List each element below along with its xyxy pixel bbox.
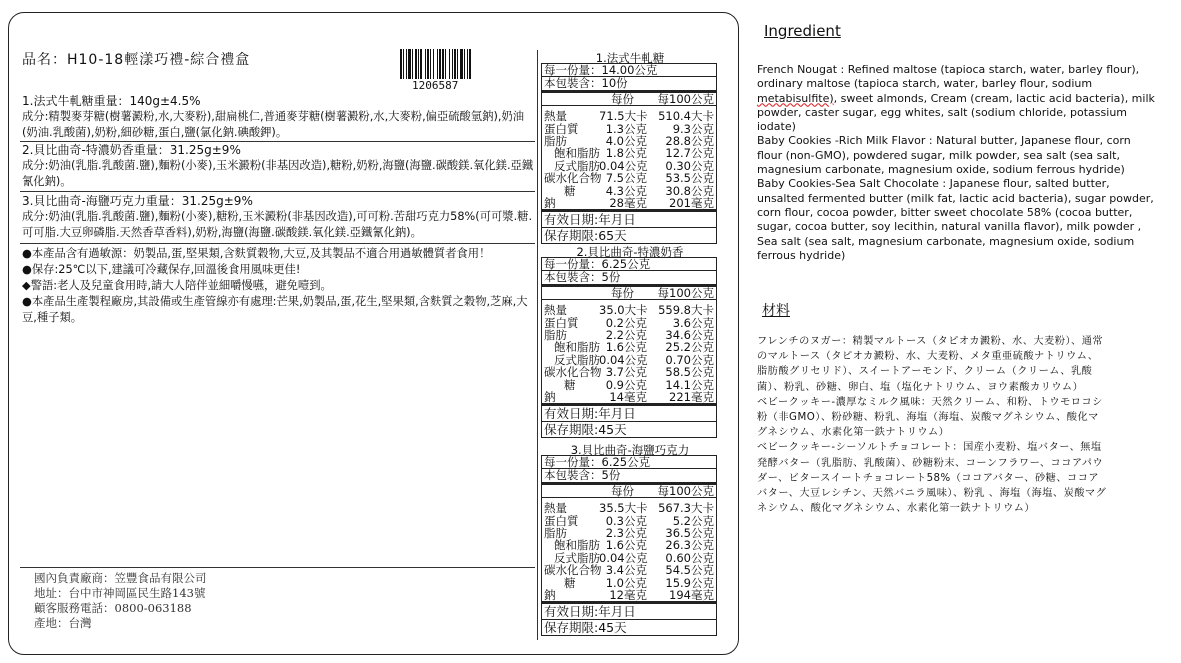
nutrient-per-100g: 567.3大卡: [658, 501, 714, 516]
manufacturer-name: 國內負責廠商：笠豐食品有限公司: [34, 571, 207, 585]
nutrient-per-100g: 0.30公克: [665, 158, 714, 173]
nutrient-per-serving: 2.2公克: [605, 328, 647, 342]
divider: [20, 567, 535, 568]
divider: [20, 191, 535, 192]
barcode-bar: [460, 49, 463, 79]
barcode-bar: [467, 49, 468, 79]
japanese-chocolate-cookie: ベビークッキー-シーソルトチョコレート：国産小麦粉、塩バター、無塩発酵バター（乳脂肪、乳酸菌）、砂糖粉末、コーンフラワー、ココアパウダー、ビタースイートチョコレート58%（ココアバター、砂糖、ココアバター、大豆レシチン、天然バニラ風味）、粉乳 、海塩（海塩、炭酸マグネシウム、酸化マグネシウム、水素化第一鉄ナトリウム）: [757, 442, 1107, 515]
english-ingredients: [757, 63, 1157, 263]
section-ingredients: 成分:奶油(乳脂.乳酸菌.鹽),麵粉(小麥),玉米澱粉(非基因改造),糖粉,奶粉,海鹽(海鹽.碳酸鎂.氧化鎂.亞鐵氰化鈉)。: [22, 159, 534, 188]
barcode-bar: [412, 49, 413, 79]
nutrient-per-100g: 26.3公克: [665, 538, 714, 553]
nutrient-per-100g: 28.8公克: [665, 134, 714, 148]
nutrient-row: [542, 502, 716, 514]
nutrient-name: 碳水化合物: [544, 563, 602, 578]
nutrient-per-100g: 5.2公克: [672, 513, 714, 528]
nutrient-name: 鈉: [544, 195, 556, 210]
japanese-milk-cookie: ベビークッキー-濃厚なミルク風味：天然クリーム、和粉、トウモロコシ粉（非GMO）、粉砂糖、粉乳、海塩（海塩、炭酸マグネシウム、酸化マグネシウム、水素化第一鉄ナトリウム）: [757, 396, 1103, 439]
nutrient-name: 糖: [564, 377, 576, 392]
english-milk-cookie: Baby Cookies -Rich Milk Flavor : Natural butter, Japanese flour, corn flour (non-GMO), powdered sugar, milk powder, sea salt (sea salt, magnesium carbonate, magnesium oxide, sodium ferrous hydride): [757, 134, 1131, 177]
barcode-bar: [425, 49, 426, 79]
barcode-bar: [445, 49, 446, 79]
section-ingredients: 成分:奶油(乳脂.乳酸菌.鹽),麵粉(小麥),糖粉,玉米澱粉(非基因改造),可可粉.苦甜巧克力58%(可可漿.糖.可可脂.大豆卵磷脂.天然香草香料),奶粉,海鹽(海鹽.碳酸鎂.氧化鎂.亞鐵氰化鈉)。: [22, 210, 533, 239]
nutrient-name: 脂肪: [544, 526, 567, 540]
note-storage: ●保存:25℃以下,建議可冷藏保存,回溫後食用風味更佳!: [22, 263, 301, 276]
barcode-bar: [420, 49, 422, 79]
nutrient-per-serving: 3.4公克: [605, 563, 647, 578]
barcode-bar: [430, 49, 431, 79]
nutrient-name: 糖: [564, 575, 576, 590]
nutrient-per-100g: 221毫克: [669, 389, 714, 404]
note-warning: ◆警語:老人及兒童食用時,請大人陪伴並細嚼慢嚥，避免噎到。: [22, 279, 332, 292]
nutrient-per-100g: 25.2公克: [665, 340, 714, 355]
nutrition-rows: [542, 300, 716, 406]
nutrient-per-100g: 3.6公克: [672, 315, 714, 330]
barcode-bar: [437, 49, 438, 79]
nutrient-per-100g: 58.5公克: [665, 365, 714, 380]
nutrient-per-serving: 0.3公克: [605, 513, 647, 528]
nutrient-name: 熱量: [544, 109, 567, 124]
barcode-number: 1206587: [412, 79, 459, 92]
section-chocolate-cookie: [22, 193, 536, 241]
nutrient-per-serving: 1.8公克: [605, 146, 647, 161]
nutrient-name: 反式脂肪: [554, 550, 600, 565]
nutrition-panel-title: 1.法式牛軋糖: [595, 51, 665, 65]
nutrient-name: 反式脂肪: [554, 158, 600, 173]
serving-size: 每一份量：14.00公克: [542, 64, 716, 77]
nutrient-per-serving: 1.3公克: [605, 121, 647, 136]
barcode-bar: [439, 49, 441, 79]
manufacturer-phone: 顧客服務電話：0800-063188: [34, 601, 192, 615]
section-header: 2.貝比曲奇-特濃奶香重量：31.25g±9%: [22, 143, 241, 157]
barcode-bar: [464, 49, 465, 79]
servings-per-package: 本包裝含：10份: [542, 77, 716, 92]
english-chocolate-cookie: Baby Cookies-Sea Salt Chocolate : Japanese flour, salted butter, unsalted fermented butter (milk fat, lactic acid bacteria), sugar powder, corn flour, cocoa powder, bitter sweet chocolate 58% (cocoa butter, sugar, cocoa butter, soy lecithin, natural vanilla flavor), milk powder , Sea salt (sea salt, magnesium carbonate, magnesium oxide, sodium ferrous hydride): [757, 177, 1154, 262]
nutrient-name: 熱量: [544, 303, 567, 318]
nutrient-per-serving: 12毫克: [609, 587, 647, 602]
nutrient-per-serving: 1.0公克: [605, 575, 647, 590]
barcode-bar: [442, 49, 444, 79]
nutrient-per-serving: 28毫克: [609, 195, 647, 210]
nutrient-per-serving: 0.04公克: [599, 550, 648, 565]
col-per-serving: 每份: [611, 91, 634, 106]
barcode-bar: [408, 49, 411, 79]
nutrition-rows: [542, 498, 716, 604]
barcode-bar: [415, 49, 417, 79]
col-per-serving: 每份: [611, 483, 634, 498]
note-allergen: ●本產品含有過敏源：奶製品,蛋,堅果類,含麩質穀物,大豆,及其製品不適合用過敏體質者食用！: [22, 247, 491, 260]
product-name: 品名：H10-18輕漾巧禮-綜合禮盒: [22, 52, 251, 68]
manufacturer-info: [34, 571, 207, 631]
nutrient-row: [542, 564, 716, 576]
shelf-life: 保存期限:45天: [544, 620, 627, 636]
shelf-life: 保存期限:65天: [544, 228, 627, 244]
barcode-bar: [449, 49, 450, 79]
nutrition-rows: [542, 106, 716, 212]
nutrition-panel-title: 3.貝比曲奇-海鹽巧克力: [570, 443, 690, 457]
nutrient-per-serving: 7.5公克: [605, 171, 647, 186]
japanese-nougat: フレンチのヌガー：精製マルトース（タピオカ澱粉、水、大麦粉）、通常のマルトース（タピオカ澱粉、水、大麦粉、メタ重亜硫酸ナトリウム、脂肪酸グリセリド）、スイートアーモンド、クリーム（クリーム、乳酸菌）、粉乳、砂糖、卵白、塩（塩化ナトリウム、ヨウ素酸カリウム）: [757, 336, 1104, 393]
nutrient-per-100g: 559.8大卡: [658, 303, 714, 318]
barcode-bar: [454, 49, 456, 79]
nutrient-row: [542, 172, 716, 184]
nutrient-per-serving: 4.3公克: [605, 183, 647, 198]
nutrient-per-100g: 510.4大卡: [658, 109, 714, 124]
servings-per-package: 本包裝含：5份: [542, 271, 716, 286]
nutrient-row: [542, 391, 716, 403]
nutrient-per-serving: 2.3公克: [605, 526, 647, 540]
nutrient-per-100g: 12.7公克: [665, 146, 714, 161]
expiry-date: 有效日期:年月日: [542, 212, 716, 228]
nutrient-per-100g: 36.5公克: [665, 526, 714, 540]
nutrient-name: 蛋白質: [544, 513, 579, 528]
nutrient-name: 飽和脂肪: [554, 146, 600, 161]
divider: [20, 243, 535, 244]
english-nougat-underlined: metabisulfite): [757, 91, 834, 105]
barcode-bar: [427, 49, 429, 79]
serving-size: 每一份量：6.25公克: [542, 456, 716, 469]
nutrient-per-serving: 0.04公克: [599, 352, 648, 367]
barcode-bar: [469, 49, 471, 79]
nutrient-name: 脂肪: [544, 328, 567, 342]
nutrition-facts-table: [541, 455, 717, 636]
nutrient-per-100g: 201毫克: [669, 195, 714, 210]
nutrient-name: 鈉: [544, 389, 556, 404]
barcode-bar: [433, 49, 434, 79]
nutrient-per-100g: 30.8公克: [665, 183, 714, 198]
nutrient-name: 熱量: [544, 501, 567, 516]
nutrient-per-serving: 35.5大卡: [599, 501, 648, 516]
nutrient-name: 脂肪: [544, 134, 567, 148]
barcode-bar: [400, 49, 402, 79]
ingredient-title: Ingredient: [764, 22, 841, 40]
col-per-serving: 每份: [611, 285, 634, 300]
english-nougat-text-cont: , sweet almonds, Cream (cream, lactic acid bacteria), milk powder, caster sugar, egg whites, salt (sodium chloride, potassium iodate): [757, 91, 1155, 134]
nutrient-row: [542, 304, 716, 316]
nutrient-name: 反式脂肪: [554, 352, 600, 367]
col-per-100g: 每100公克: [657, 285, 714, 300]
nutrient-per-100g: 15.9公克: [665, 575, 714, 590]
nutrient-name: 碳水化合物: [544, 171, 602, 186]
expiry-date: 有效日期:年月日: [542, 406, 716, 422]
nutrient-name: 飽和脂肪: [554, 538, 600, 553]
nutrient-per-100g: 194毫克: [669, 587, 714, 602]
column-headers: [542, 485, 716, 498]
column-headers: [542, 93, 716, 106]
barcode-bar: [457, 49, 458, 79]
barcode-bar: [406, 49, 407, 79]
nutrient-name: 飽和脂肪: [554, 340, 600, 355]
nutrient-row: [542, 366, 716, 378]
section-ingredients: 成分:精製麥芽糖(樹薯澱粉,水,大麥粉),甜扁桃仁,普通麥芽糖(樹薯澱粉,水,大麥粉,偏亞硫酸氫鈉),奶油(奶油.乳酸菌),奶粉,細砂糖,蛋白,鹽(氯化鈉.碘酸鉀)。: [22, 110, 525, 139]
english-nougat: [757, 63, 1157, 134]
nutrient-per-serving: 14毫克: [609, 389, 647, 404]
nutrient-per-serving: 3.7公克: [605, 365, 647, 380]
nutrient-row: [542, 589, 716, 601]
note-facility: ●本產品生產製程廠房,其設備或生產管線亦有處理:芒果,奶製品,蛋,花生,堅果類,含麩質之穀物,芝麻,大豆,種子類。: [22, 295, 528, 324]
nutrient-per-serving: 1.6公克: [605, 538, 647, 553]
nutrient-per-100g: 9.3公克: [672, 121, 714, 136]
barcode-bar: [418, 49, 419, 79]
nutrient-per-100g: 14.1公克: [665, 377, 714, 392]
nutrient-per-serving: 0.9公克: [605, 377, 647, 392]
nutrient-per-serving: 1.6公克: [605, 340, 647, 355]
expiry-date: 有效日期:年月日: [542, 604, 716, 620]
nutrient-name: 碳水化合物: [544, 365, 602, 380]
nutrient-name: 鈉: [544, 587, 556, 602]
nutrient-row: [542, 197, 716, 209]
section-header: 1.法式牛軋糖重量：140g±4.5%: [22, 94, 201, 108]
column-headers: [542, 287, 716, 300]
col-per-100g: 每100公克: [657, 91, 714, 106]
nutrient-name: 糖: [564, 183, 576, 198]
nutrient-per-serving: 4.0公克: [605, 134, 647, 148]
notes: [22, 246, 534, 326]
nutrient-name: 蛋白質: [544, 121, 579, 136]
japanese-title: 材料: [762, 303, 790, 319]
col-per-100g: 每100公克: [657, 483, 714, 498]
nutrition-facts-table: [541, 257, 717, 438]
serving-size: 每一份量：6.25公克: [542, 258, 716, 271]
nutrient-per-serving: 0.04公克: [599, 158, 648, 173]
servings-per-package: 本包裝含：5份: [542, 469, 716, 484]
english-nougat-text: French Nougat : Refined maltose (tapioca starch, water, barley flour), ordinary maltose (tapioca starch, water, barley flour, sodium: [757, 63, 1140, 91]
column-divider: [537, 50, 538, 640]
manufacturer-origin: 產地：台灣: [34, 616, 92, 630]
section-header: 3.貝比曲奇-海鹽巧克力重量：31.25g±9%: [22, 194, 253, 208]
section-nougat: [22, 93, 536, 141]
nutrient-per-100g: 34.6公克: [665, 328, 714, 342]
barcode-bar: [452, 49, 453, 79]
barcode-image: [400, 49, 512, 79]
nutrient-per-serving: 35.0大卡: [599, 303, 648, 318]
barcode-bar: [403, 49, 404, 79]
nutrient-per-100g: 54.5公克: [665, 563, 714, 578]
nutrient-row: [542, 147, 716, 159]
shelf-life: 保存期限:45天: [544, 422, 627, 438]
nutrition-facts-table: [541, 63, 717, 244]
nutrient-name: 蛋白質: [544, 315, 579, 330]
nutrient-per-serving: 0.2公克: [605, 315, 647, 330]
nutrient-row: [542, 539, 716, 551]
section-milk-cookie: [22, 142, 536, 190]
nutrition-panel-title: 2.貝比曲奇-特濃奶香: [576, 245, 684, 259]
nutrient-row: [542, 110, 716, 122]
nutrient-per-serving: 71.5大卡: [599, 109, 648, 124]
manufacturer-address: 地址：台中市神岡區民生路143號: [34, 586, 206, 600]
nutrient-per-100g: 0.60公克: [665, 550, 714, 565]
nutrient-per-100g: 53.5公克: [665, 171, 714, 186]
japanese-ingredients: [757, 334, 1107, 516]
nutrient-per-100g: 0.70公克: [665, 352, 714, 367]
nutrient-row: [542, 341, 716, 353]
